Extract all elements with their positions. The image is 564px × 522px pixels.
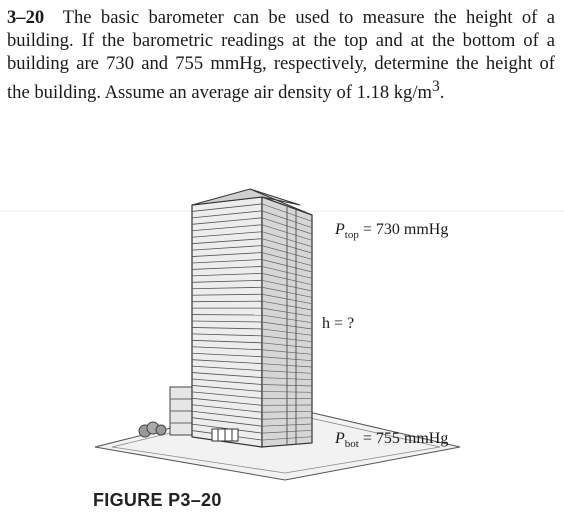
- p-bot-subscript: bot: [344, 438, 359, 450]
- p-bot-symbol: P: [335, 430, 345, 447]
- p-top-symbol: P: [335, 221, 345, 238]
- problem-statement: [7, 6, 555, 104]
- building-figure: [0, 185, 564, 485]
- building-illustration: [0, 185, 564, 485]
- p-bot-value: = 755 mmHg: [362, 430, 449, 447]
- p-top-subscript: top: [344, 229, 359, 241]
- p-top-label: [335, 221, 448, 241]
- problem-text: The basic barometer can be used to measure the height of a building. If the barometric readings at the top and at the bottom of a building are 730 and 755 mmHg, respectively, determine the height of the building. Assume an average air density of 1.18 kg/m: [7, 7, 555, 104]
- problem-superscript: 3: [432, 78, 440, 95]
- figure-caption: FIGURE P3–20: [93, 490, 222, 510]
- problem-text-end: .: [439, 82, 445, 104]
- p-bot-label: [335, 430, 448, 450]
- height-label: h = ?: [322, 315, 355, 332]
- p-top-value: = 730 mmHg: [362, 221, 449, 238]
- problem-number: 3–20: [7, 7, 45, 28]
